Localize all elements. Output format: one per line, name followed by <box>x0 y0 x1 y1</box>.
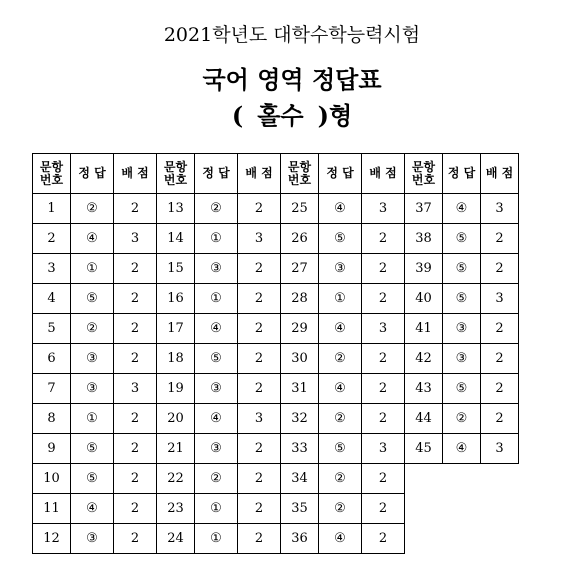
question-number: 11 <box>33 494 71 524</box>
answer-cell: ③ <box>195 374 238 404</box>
header-answer: 정 답 <box>195 154 238 194</box>
answer-cell: ② <box>319 404 362 434</box>
question-number: 13 <box>157 194 195 224</box>
answer-cell: ① <box>71 254 114 284</box>
points-cell: 3 <box>481 434 519 464</box>
answer-cell: ⑤ <box>319 224 362 254</box>
table-row <box>33 314 519 344</box>
answer-cell: ④ <box>443 434 481 464</box>
question-number: 43 <box>405 374 443 404</box>
points-cell: 2 <box>238 494 281 524</box>
header-points: 배 점 <box>238 154 281 194</box>
question-number: 23 <box>157 494 195 524</box>
question-number: 39 <box>405 254 443 284</box>
points-cell: 2 <box>481 374 519 404</box>
empty-cell <box>481 494 519 524</box>
header-row <box>33 154 519 194</box>
points-cell: 3 <box>238 404 281 434</box>
answer-cell: ② <box>195 464 238 494</box>
points-cell: 3 <box>481 284 519 314</box>
question-number: 3 <box>33 254 71 284</box>
exam-type-label: 홀수 <box>257 101 304 130</box>
header-question-number: 문항 번호 <box>157 154 195 194</box>
exam-type-suffix: 형 <box>328 101 353 130</box>
answer-cell: ⑤ <box>319 434 362 464</box>
question-number: 9 <box>33 434 71 464</box>
question-number: 28 <box>281 284 319 314</box>
points-cell: 3 <box>114 374 157 404</box>
points-cell: 2 <box>114 494 157 524</box>
table-row <box>33 194 519 224</box>
question-number: 31 <box>281 374 319 404</box>
points-cell: 2 <box>481 254 519 284</box>
answer-cell: ⑤ <box>443 224 481 254</box>
points-cell: 2 <box>362 344 405 374</box>
points-cell: 2 <box>362 404 405 434</box>
question-number: 24 <box>157 524 195 554</box>
question-number: 4 <box>33 284 71 314</box>
question-number: 37 <box>405 194 443 224</box>
question-number: 20 <box>157 404 195 434</box>
question-number: 36 <box>281 524 319 554</box>
points-cell: 2 <box>238 284 281 314</box>
empty-cell <box>405 494 443 524</box>
question-number: 21 <box>157 434 195 464</box>
points-cell: 2 <box>362 524 405 554</box>
answer-cell: ① <box>195 524 238 554</box>
question-number: 40 <box>405 284 443 314</box>
answer-cell: ⑤ <box>443 254 481 284</box>
header-question-number: 문항 번호 <box>405 154 443 194</box>
question-number: 25 <box>281 194 319 224</box>
answer-cell: ④ <box>195 314 238 344</box>
points-cell: 3 <box>362 314 405 344</box>
answer-cell: ④ <box>319 194 362 224</box>
exam-type-line <box>0 96 584 131</box>
question-number: 42 <box>405 344 443 374</box>
header-points: 배 점 <box>114 154 157 194</box>
answer-cell: ⑤ <box>71 284 114 314</box>
question-number: 17 <box>157 314 195 344</box>
answer-cell: ④ <box>71 224 114 254</box>
question-number: 44 <box>405 404 443 434</box>
question-number: 8 <box>33 404 71 434</box>
points-cell: 2 <box>114 314 157 344</box>
empty-cell <box>481 524 519 554</box>
header-points: 배 점 <box>362 154 405 194</box>
answer-cell: ③ <box>319 254 362 284</box>
points-cell: 2 <box>238 314 281 344</box>
question-number: 33 <box>281 434 319 464</box>
answer-cell: ④ <box>319 314 362 344</box>
points-cell: 2 <box>362 224 405 254</box>
question-number: 16 <box>157 284 195 314</box>
header-question-number: 문항 번호 <box>281 154 319 194</box>
points-cell: 2 <box>238 374 281 404</box>
points-cell: 2 <box>238 344 281 374</box>
question-number: 34 <box>281 464 319 494</box>
question-number: 22 <box>157 464 195 494</box>
question-number: 30 <box>281 344 319 374</box>
points-cell: 2 <box>114 434 157 464</box>
points-cell: 3 <box>362 194 405 224</box>
question-number: 1 <box>33 194 71 224</box>
type-open-paren: ( <box>231 101 244 130</box>
answer-cell: ③ <box>443 314 481 344</box>
answer-cell: ⑤ <box>443 284 481 314</box>
points-cell: 2 <box>238 254 281 284</box>
answer-cell: ⑤ <box>443 374 481 404</box>
answer-cell: ② <box>319 464 362 494</box>
answer-cell: ② <box>71 194 114 224</box>
question-number: 6 <box>33 344 71 374</box>
points-cell: 2 <box>481 224 519 254</box>
table-row <box>33 464 519 494</box>
answer-cell: ④ <box>71 494 114 524</box>
empty-cell <box>481 464 519 494</box>
table-row <box>33 284 519 314</box>
answer-cell: ② <box>319 344 362 374</box>
answer-cell: ② <box>319 494 362 524</box>
points-cell: 2 <box>114 194 157 224</box>
answer-cell: ② <box>443 404 481 434</box>
answer-cell: ④ <box>319 374 362 404</box>
question-number: 19 <box>157 374 195 404</box>
answer-cell: ③ <box>71 524 114 554</box>
header-answer: 정 답 <box>443 154 481 194</box>
question-number: 29 <box>281 314 319 344</box>
empty-cell <box>405 524 443 554</box>
question-number: 2 <box>33 224 71 254</box>
empty-cell <box>443 524 481 554</box>
points-cell: 2 <box>238 434 281 464</box>
points-cell: 2 <box>362 374 405 404</box>
question-number: 5 <box>33 314 71 344</box>
points-cell: 2 <box>362 254 405 284</box>
question-number: 32 <box>281 404 319 434</box>
points-cell: 2 <box>481 344 519 374</box>
points-cell: 3 <box>362 434 405 464</box>
answer-cell: ④ <box>319 524 362 554</box>
table-row <box>33 404 519 434</box>
answer-cell: ④ <box>443 194 481 224</box>
answer-cell: ⑤ <box>71 464 114 494</box>
header-answer: 정 답 <box>71 154 114 194</box>
question-number: 15 <box>157 254 195 284</box>
question-number: 12 <box>33 524 71 554</box>
question-number: 38 <box>405 224 443 254</box>
answer-cell: ⑤ <box>195 344 238 374</box>
empty-cell <box>405 464 443 494</box>
points-cell: 3 <box>114 224 157 254</box>
question-number: 41 <box>405 314 443 344</box>
answer-cell: ③ <box>443 344 481 374</box>
empty-cell <box>443 464 481 494</box>
answer-cell: ③ <box>71 344 114 374</box>
answer-cell: ③ <box>71 374 114 404</box>
answer-cell: ② <box>195 194 238 224</box>
points-cell: 2 <box>362 464 405 494</box>
table-row <box>33 374 519 404</box>
points-cell: 2 <box>114 284 157 314</box>
answer-cell: ④ <box>195 404 238 434</box>
exam-title: 2021학년도 대학수학능력시험 <box>163 24 421 46</box>
type-close-paren: ) <box>317 101 329 130</box>
points-cell: 2 <box>114 464 157 494</box>
question-number: 14 <box>157 224 195 254</box>
question-number: 26 <box>281 224 319 254</box>
points-cell: 2 <box>481 314 519 344</box>
question-number: 10 <box>33 464 71 494</box>
table-row <box>33 254 519 284</box>
answer-cell: ① <box>195 224 238 254</box>
header-answer: 정 답 <box>319 154 362 194</box>
points-cell: 3 <box>481 194 519 224</box>
table-row <box>33 494 519 524</box>
points-cell: 2 <box>238 464 281 494</box>
points-cell: 2 <box>362 284 405 314</box>
points-cell: 2 <box>114 524 157 554</box>
question-number: 45 <box>405 434 443 464</box>
answer-table-header <box>33 154 519 194</box>
points-cell: 2 <box>362 494 405 524</box>
question-number: 35 <box>281 494 319 524</box>
answer-cell: ③ <box>195 434 238 464</box>
answer-cell: ① <box>195 494 238 524</box>
answer-cell: ② <box>71 314 114 344</box>
answer-cell: ① <box>319 284 362 314</box>
question-number: 7 <box>33 374 71 404</box>
answer-cell: ① <box>195 284 238 314</box>
points-cell: 2 <box>481 404 519 434</box>
answer-table-body <box>33 194 519 554</box>
answer-cell: ③ <box>195 254 238 284</box>
points-cell: 3 <box>238 224 281 254</box>
question-number: 18 <box>157 344 195 374</box>
points-cell: 2 <box>114 344 157 374</box>
question-number: 27 <box>281 254 319 284</box>
subject-title: 국어 영역 정답표 <box>202 65 382 94</box>
table-row <box>33 524 519 554</box>
answer-cell: ⑤ <box>71 434 114 464</box>
answer-key-table <box>32 153 519 554</box>
points-cell: 2 <box>238 524 281 554</box>
header-points: 배 점 <box>481 154 519 194</box>
points-cell: 2 <box>238 194 281 224</box>
empty-cell <box>443 494 481 524</box>
table-row <box>33 344 519 374</box>
answer-cell: ① <box>71 404 114 434</box>
table-row <box>33 224 519 254</box>
table-row <box>33 434 519 464</box>
header-question-number: 문항 번호 <box>33 154 71 194</box>
points-cell: 2 <box>114 254 157 284</box>
points-cell: 2 <box>114 404 157 434</box>
